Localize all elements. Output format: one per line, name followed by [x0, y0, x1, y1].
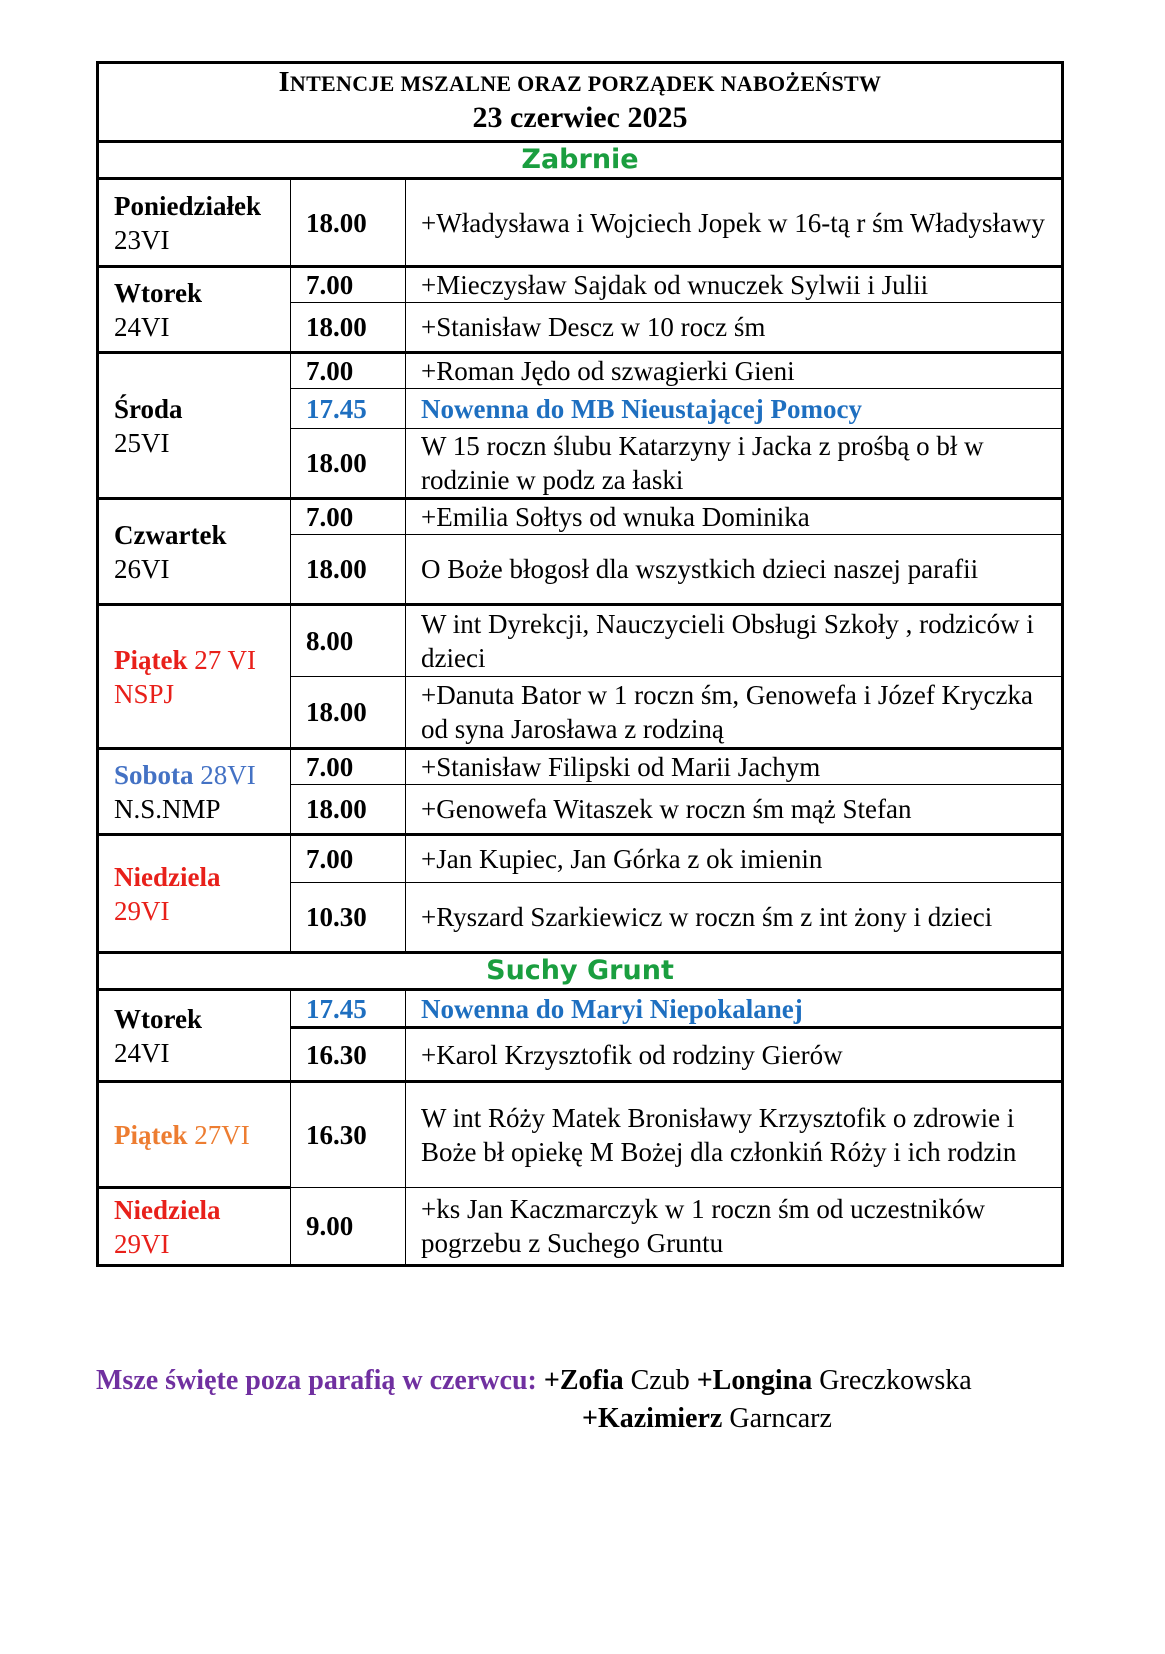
intention-text: +Mieczysław Sajdak od wnuczek Sylwii i Julii — [406, 267, 1063, 303]
day-cell-sg-tuesday: Wtorek 24VI — [98, 990, 291, 1082]
intention-text: +Genowefa Witaszek w roczn śm mąż Stefan — [406, 785, 1063, 835]
footer-note — [96, 1362, 972, 1438]
time-cell: 18.00 — [291, 179, 406, 267]
schedule-row — [98, 1082, 1063, 1188]
schedule-row — [98, 605, 1063, 677]
intention-text: +Ryszard Szarkiewicz w roczn śm z int żony i dzieci — [406, 883, 1063, 953]
schedule-table — [96, 61, 1064, 1267]
footer-line-2: +Kazimierz Garncarz — [582, 1403, 832, 1434]
intention-text: W int Róży Matek Bronisławy Krzysztofik o zdrowie i Boże bł opiekę M Bożej dla członkiń Róży i ich rodzin — [406, 1082, 1063, 1188]
intention-text: +ks Jan Kaczmarczyk w 1 roczn śm od uczestników pogrzebu z Suchego Gruntu — [406, 1188, 1063, 1266]
day-cell-sg-friday: Piątek 27VI — [98, 1082, 291, 1188]
time-cell: 7.00 — [291, 749, 406, 785]
day-cell-sunday: Niedziela 29VI — [98, 835, 291, 953]
novena-text: Nowenna do Maryi Niepokalanej — [406, 990, 1063, 1028]
intention-text: +Jan Kupiec, Jan Górka z ok imienin — [406, 835, 1063, 883]
footer-line-1: Msze święte poza parafią w czerwcu: +Zofia Czub +Longina Greczkowska — [96, 1365, 972, 1396]
time-cell: 17.45 — [291, 990, 406, 1028]
page-title: INTENCJE MSZALNE ORAZ PORZĄDEK NABOŻEŃSTW — [278, 67, 882, 98]
time-cell: 7.00 — [291, 835, 406, 883]
schedule-row — [98, 499, 1063, 535]
schedule-row — [98, 990, 1063, 1028]
day-cell-tuesday: Wtorek 24VI — [98, 267, 291, 353]
time-cell: 18.00 — [291, 303, 406, 353]
schedule-row — [98, 267, 1063, 303]
time-cell: 17.45 — [291, 389, 406, 429]
intention-text: +Karol Krzysztofik od rodziny Gierów — [406, 1028, 1063, 1082]
day-cell-thursday: Czwartek 26VI — [98, 499, 291, 605]
intention-text: +Stanisław Filipski od Marii Jachym — [406, 749, 1063, 785]
header-row — [98, 63, 1063, 142]
time-cell: 16.30 — [291, 1082, 406, 1188]
time-cell: 7.00 — [291, 353, 406, 389]
time-cell: 18.00 — [291, 535, 406, 605]
schedule-row — [98, 749, 1063, 785]
section-row-suchy-grunt — [98, 953, 1063, 990]
novena-text: Nowenna do MB Nieustającej Pomocy — [406, 389, 1063, 429]
intention-text: +Roman Jędo od szwagierki Gieni — [406, 353, 1063, 389]
section-title-zabrnie: Zabrnie — [98, 142, 1063, 179]
time-cell: 7.00 — [291, 499, 406, 535]
intention-text: W int Dyrekcji, Nauczycieli Obsługi Szkoły , rodziców i dzieci — [406, 605, 1063, 677]
day-cell-friday: Piątek 27 VI NSPJ — [98, 605, 291, 749]
day-cell-sg-sunday: Niedziela 29VI — [98, 1188, 291, 1266]
footer-label: Msze święte poza parafią w czerwcu: — [96, 1365, 537, 1396]
schedule-row — [98, 1188, 1063, 1266]
intention-text: +Danuta Bator w 1 roczn śm, Genowefa i Józef Kryczka od syna Jarosława z rodziną — [406, 677, 1063, 749]
page-date: 23 czerwiec 2025 — [472, 101, 688, 134]
day-cell-saturday: Sobota 28VI N.S.NMP — [98, 749, 291, 835]
section-row-zabrnie — [98, 142, 1063, 179]
schedule-row — [98, 179, 1063, 267]
time-cell: 9.00 — [291, 1188, 406, 1266]
intention-text: +Stanisław Descz w 10 rocz śm — [406, 303, 1063, 353]
section-title-suchy-grunt: Suchy Grunt — [98, 953, 1063, 990]
day-cell-wednesday: Środa 25VI — [98, 353, 291, 499]
intention-text: +Władysława i Wojciech Jopek w 16-tą r śm Władysławy — [406, 179, 1063, 267]
time-cell: 18.00 — [291, 677, 406, 749]
intention-text: +Emilia Sołtys od wnuka Dominika — [406, 499, 1063, 535]
schedule-row — [98, 835, 1063, 883]
time-cell: 16.30 — [291, 1028, 406, 1082]
page-header — [98, 63, 1063, 142]
time-cell: 18.00 — [291, 785, 406, 835]
time-cell: 10.30 — [291, 883, 406, 953]
time-cell: 18.00 — [291, 429, 406, 499]
schedule-row — [98, 353, 1063, 389]
day-cell-monday: Poniedziałek 23VI — [98, 179, 291, 267]
intention-text: W 15 roczn ślubu Katarzyny i Jacka z prośbą o bł w rodzinie w podz za łaski — [406, 429, 1063, 499]
intention-text: O Boże błogosł dla wszystkich dzieci naszej parafii — [406, 535, 1063, 605]
time-cell: 7.00 — [291, 267, 406, 303]
time-cell: 8.00 — [291, 605, 406, 677]
